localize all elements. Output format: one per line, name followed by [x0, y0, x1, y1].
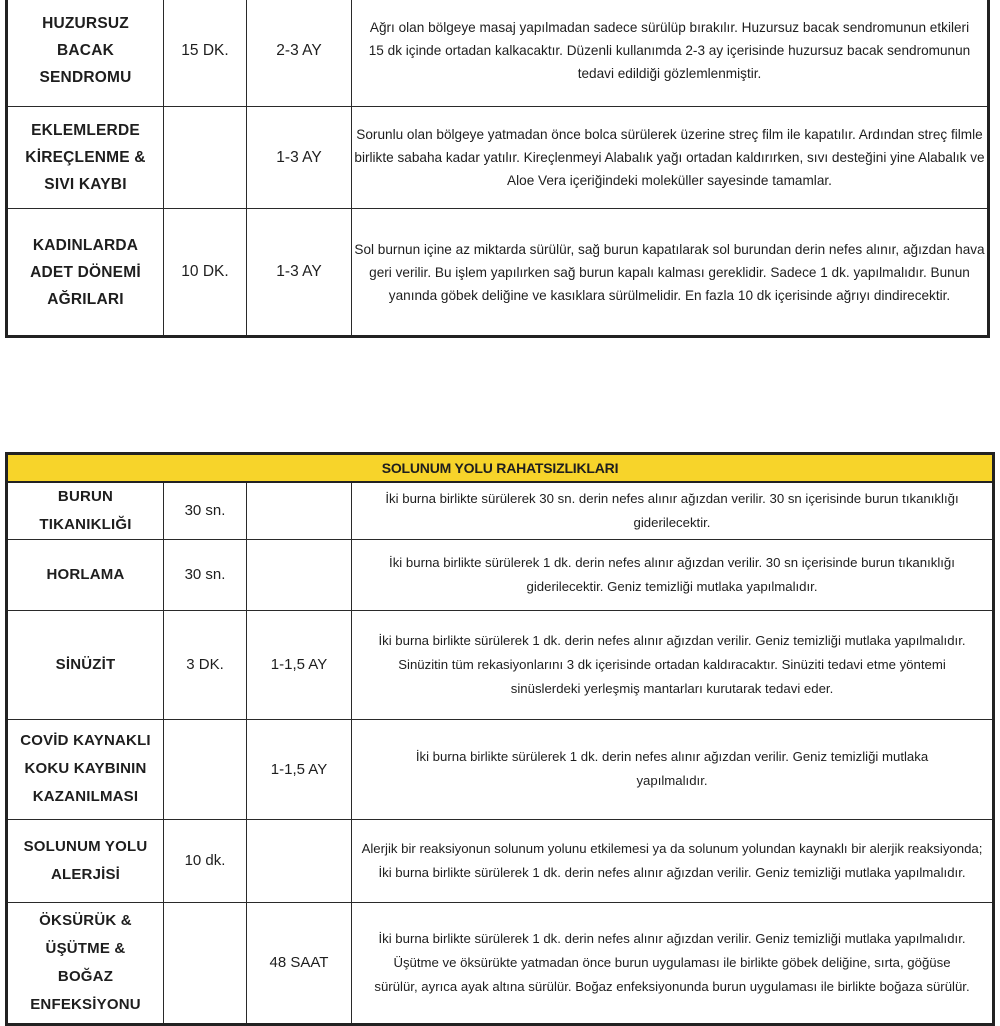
duration-cell: [164, 902, 247, 1024]
condition-cell: BURUN TIKANIKLIĞI: [7, 482, 164, 540]
period-cell: 1-1,5 AY: [247, 719, 352, 819]
duration-cell: 10 DK.: [164, 209, 247, 337]
description-cell: Alerjik bir reaksiyonun solunum yolunu etkilemesi ya da solunum yolundan kaynaklı bir alerjik reaksiyonda; İki burna birlikte sürülerek 1 dk. derin nefes alınır ağızdan verilir. Geniz temizliği mutlaka yapılmalıdır.: [352, 819, 994, 902]
table-row: [7, 610, 994, 719]
duration-cell: [164, 719, 247, 819]
table-row: [7, 482, 994, 540]
table-row: [7, 719, 994, 819]
condition-cell: KADINLARDA ADET DÖNEMİ AĞRILARI: [7, 209, 164, 337]
condition-cell: HUZURSUZ BACAK SENDROMU: [7, 0, 164, 107]
duration-cell: 30 sn.: [164, 482, 247, 540]
table-row: [7, 539, 994, 610]
description-cell: İki burna birlikte sürülerek 1 dk. derin nefes alınır ağızdan verilir. Geniz temizliği mutlaka yapılmalıdır.: [352, 719, 994, 819]
period-cell: [247, 539, 352, 610]
table-row: [7, 819, 994, 902]
duration-cell: [164, 107, 247, 209]
duration-cell: 10 dk.: [164, 819, 247, 902]
treatment-table-respiratory: [5, 452, 995, 1026]
section-header-row: [7, 454, 994, 482]
condition-cell: ÖKSÜRÜK & ÜŞÜTME & BOĞAZ ENFEKSİYONU: [7, 902, 164, 1024]
period-cell: 1-1,5 AY: [247, 610, 352, 719]
condition-cell: COVİD KAYNAKLI KOKU KAYBININ KAZANILMASI: [7, 719, 164, 819]
table-row: [7, 209, 989, 337]
period-cell: 1-3 AY: [247, 209, 352, 337]
description-cell: Sorunlu olan bölgeye yatmadan önce bolca sürülerek üzerine streç film ile kapatılır. Ardından streç filmle birlikte sabaha kadar yatılır. Kireçlenmeyi Alabalık yağı ortadan kaldırırken, sıvı desteğini yine Alabalık ve Aloe Vera içeriğindeki moleküller sayesinde tamamlar.: [352, 107, 989, 209]
treatment-table-top: [5, 0, 990, 338]
table-row: [7, 902, 994, 1024]
description-cell: İki burna birlikte sürülerek 1 dk. derin nefes alınır ağızdan verilir. Geniz temizliği mutlaka yapılmalıdır. Üşütme ve öksürükte yatmadan önce burun uygulaması ile birlikte göbek deliğine, sırta, göğüse sürülür, ayrıca ayak altına sürülür. Boğaz enfeksiyonunda burun uygulaması ile birlikte boğaza sürülür.: [352, 902, 994, 1024]
condition-cell: SOLUNUM YOLU ALERJİSİ: [7, 819, 164, 902]
period-cell: 2-3 AY: [247, 0, 352, 107]
period-cell: [247, 482, 352, 540]
duration-cell: 30 sn.: [164, 539, 247, 610]
table-row: [7, 0, 989, 107]
section-title: SOLUNUM YOLU RAHATSIZLIKLARI: [7, 454, 994, 482]
period-cell: 1-3 AY: [247, 107, 352, 209]
description-cell: İki burna birlikte sürülerek 1 dk. derin nefes alınır ağızdan verilir. 30 sn içerisinde burun tıkanıklığı giderilecektir. Geniz temizliği mutlaka yapılmalıdır.: [352, 539, 994, 610]
period-cell: 48 SAAT: [247, 902, 352, 1024]
table-row: [7, 107, 989, 209]
duration-cell: 3 DK.: [164, 610, 247, 719]
period-cell: [247, 819, 352, 902]
description-cell: İki burna birlikte sürülerek 1 dk. derin nefes alınır ağızdan verilir. Geniz temizliği mutlaka yapılmalıdır. Sinüzitin tüm rekasiyonlarını 3 dk içerisinde ortadan kaldıracaktır. Sinüziti tedavi etme yöntemi sinüslerdeki yerleşmiş mantarları kurutarak tedavi eder.: [352, 610, 994, 719]
description-cell: İki burna birlikte sürülerek 30 sn. derin nefes alınır ağızdan verilir. 30 sn içerisinde burun tıkanıklığı giderilecektir.: [352, 482, 994, 540]
description-cell: Ağrı olan bölgeye masaj yapılmadan sadece sürülüp bırakılır. Huzursuz bacak sendromunun etkileri 15 dk içinde ortadan kalkacaktır. Düzenli kullanımda 2-3 ay içerisinde huzursuz bacak sendromunun tedavi edildiği gözlemlenmiştir.: [352, 0, 989, 107]
condition-cell: SİNÜZİT: [7, 610, 164, 719]
condition-cell: EKLEMLERDE KİREÇLENME & SIVI KAYBI: [7, 107, 164, 209]
condition-cell: HORLAMA: [7, 539, 164, 610]
duration-cell: 15 DK.: [164, 0, 247, 107]
description-cell: Sol burnun içine az miktarda sürülür, sağ burun kapatılarak sol burundan derin nefes alınır, ağızdan hava geri verilir. Bu işlem yapılırken sağ burun kapalı kalması gereklidir. Sadece 1 dk. yapılmalıdır. Bunun yanında göbek deliğine ve kasıklara sürülmelidir. En fazla 10 dk içerisinde ağrıyı dindirecektir.: [352, 209, 989, 337]
